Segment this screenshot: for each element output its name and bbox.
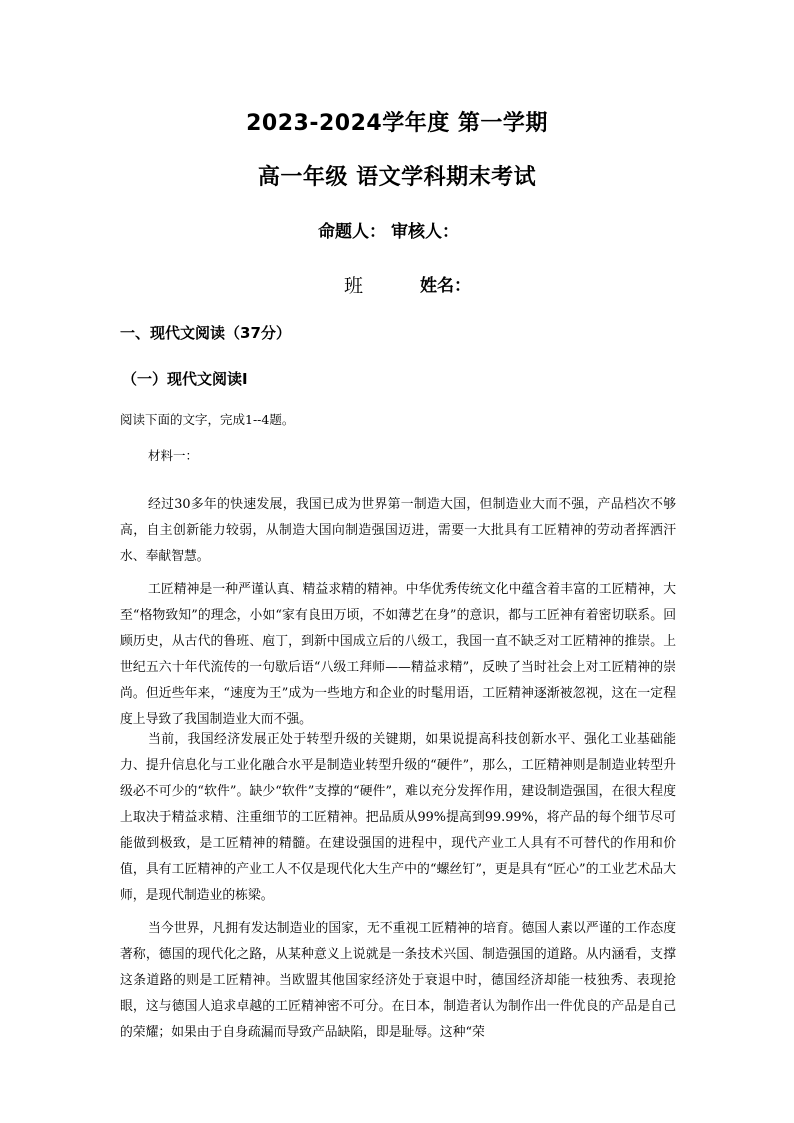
paragraph: 工匠精神是一种严谨认真、精益求精的精神。中华优秀传统文化中蕴含着丰富的工匠精神，大至“格物致知”的理念，小如“家有良田万顷，不如薄艺在身”的意识，都与工匠神有着密切联系。回顾历史，从古代的鲁班、庖丁，到新中国成立后的八级工，我国一直不缺乏对工匠精神的推崇。上世纪五六十年代流传的一句歇后语“八级工拜师——精益求精”，反映了当时社会上对工匠精神的崇尚。但近些年来，“速度为王”成为一些地方和企业的时髦用语，工匠精神逐渐被忽视，这在一定程度上导致了我国制造业大而不强。 xyxy=(120,581,676,727)
class-label: 班 xyxy=(344,275,364,297)
paragraph: 经过30多年的快速发展，我国已成为世界第一制造大国，但制造业大而不强，产品档次不够高，自主创新能力较弱，从制造大国向制造强国迈进，需要一大批具有工匠精神的劳动者挥洒汗水、奉献智慧。 xyxy=(120,496,676,564)
name-label: 姓名： xyxy=(420,276,471,296)
paragraph: 当前，我国经济发展正处于转型升级的关键期，如果说提高科技创新水平、强化工业基础能力、提升信息化与工业化融合水平是制造业转型升级的“硬件”，那么，工匠精神则是制造业转型升级必不可少的“软件”。缺少“软件”支撑的“硬件”，难以充分发挥作用，建设制造强国，在很大程度上取决于精益求精、注重细节的工匠精神。把品质从99%提高到99.99%，将产品的每个细节尽可能做到极致，是工匠精神的精髓。在建设强国的进程中，现代产业工人具有不可替代的作用和价值，具有工匠精神的产业工人不仅是现代化大生产中的“螺丝钉”，更是具有“匠心”的工业艺术品大师，是现代制造业的栋梁。 xyxy=(120,731,676,903)
section-heading: 一、现代文阅读（37分） xyxy=(120,324,291,342)
subsection-heading: （一）现代文阅读Ⅰ xyxy=(122,370,248,388)
exam-title-year: 2023-2024学年度 第一学期 xyxy=(246,111,548,136)
reviewer-label: 审核人： xyxy=(391,222,459,242)
exam-title-subject: 高一年级 语文学科期末考试 xyxy=(257,165,537,190)
reading-instruction: 阅读下面的文字，完成1--4题。 xyxy=(120,412,295,427)
paragraph: 当今世界，凡拥有发达制造业的国家，无不重视工匠精神的培育。德国人素以严谨的工作态度著称，德国的现代化之路，从某种意义上说就是一条技术兴国、制造强国的道路。从内涵看，支撑这条道路的则是工匠精神。当欧盟其他国家经济处于衰退中时，德国经济却能一枝独秀、表现抢眼，这与德国人追求卓越的工匠精神密不可分。在日本，制造者认为制作出一件优良的产品是自己的荣耀；如果由于自身疏漏而导致产品缺陷，即是耻辱。这种“荣 xyxy=(120,920,676,1040)
author-label: 命题人： xyxy=(318,222,386,242)
material-label: 材料一： xyxy=(148,448,199,463)
